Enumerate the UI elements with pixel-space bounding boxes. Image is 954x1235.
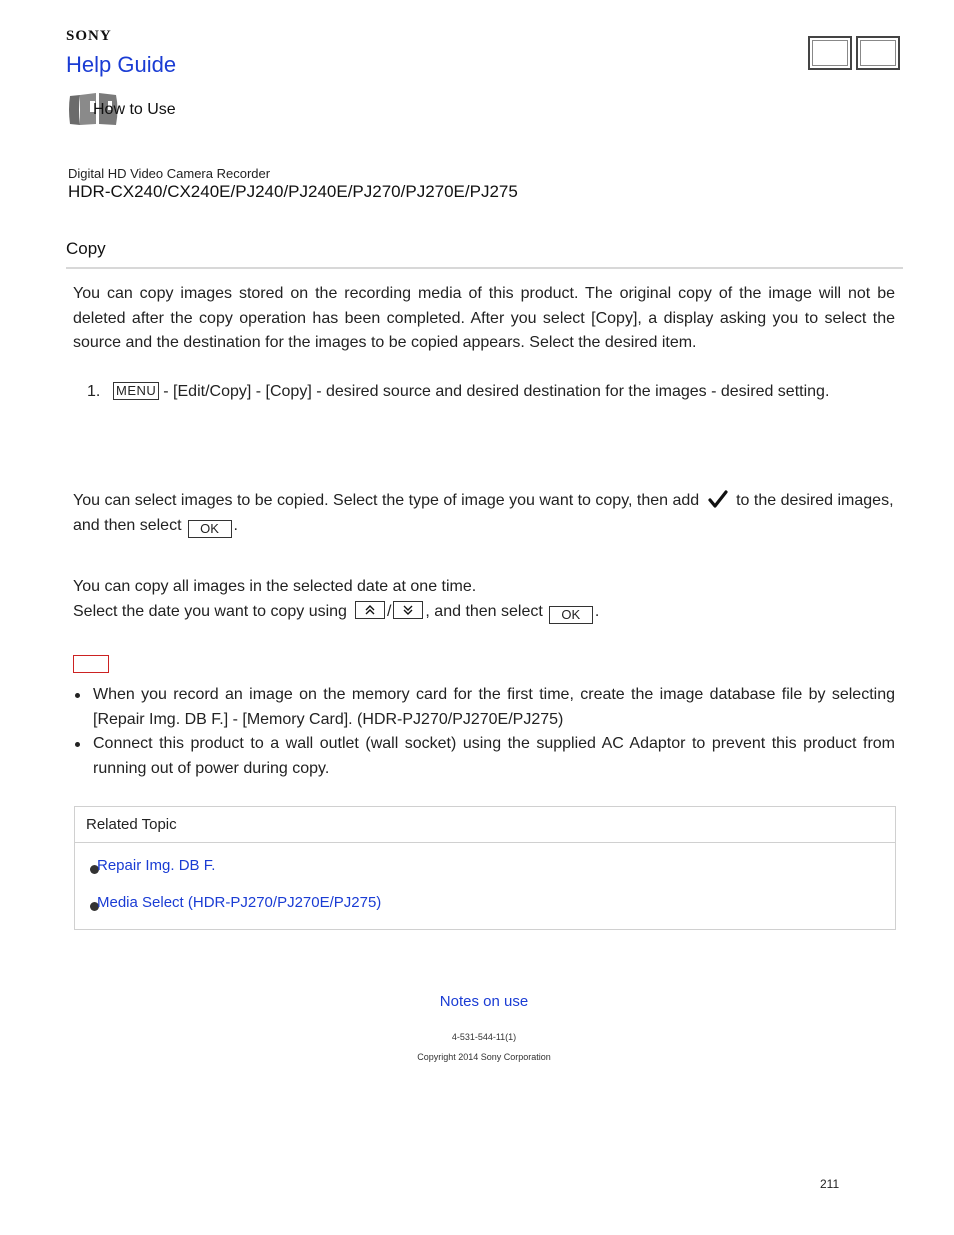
- select-date-paragraph: [73, 575, 895, 624]
- double-chevron-up-icon: [355, 601, 385, 619]
- copyright: Copyright 2014 Sony Corporation: [417, 1052, 551, 1062]
- step-number: 1.: [87, 383, 101, 400]
- bullet-icon: [75, 693, 80, 698]
- related-topic-title: Related Topic: [86, 816, 177, 833]
- notes-list: [73, 683, 895, 781]
- notes-on-use-link[interactable]: Notes on use: [439, 993, 529, 1010]
- menu-key-icon: MENU: [113, 382, 159, 400]
- step-1: [73, 380, 895, 405]
- related-link-media-select[interactable]: [90, 894, 381, 911]
- related-topic-panel: [74, 806, 896, 930]
- select-images-end: .: [233, 516, 238, 534]
- product-type: Digital HD Video Camera Recorder: [68, 166, 271, 181]
- related-topic-header: [75, 807, 895, 843]
- related-link-label[interactable]: Media Select (HDR-PJ270/PJ270E/PJ275): [97, 894, 382, 911]
- help-guide-link[interactable]: Help Guide: [66, 52, 177, 77]
- document-code: 4-531-544-11(1): [451, 1032, 517, 1042]
- select-date-text-a: Select the date you want to copy using: [73, 602, 347, 620]
- select-images-text-b: to the desired images, and then select: [73, 492, 894, 534]
- page-title: Copy: [66, 239, 106, 258]
- category-label[interactable]: How to Use: [93, 101, 176, 118]
- ok-key-icon: OK: [188, 520, 232, 538]
- note-text: Connect this product to a wall outlet (wall socket) using the supplied AC Adaptor to prevent this product from running out of power during copy.: [93, 735, 895, 777]
- title-divider: [66, 267, 903, 269]
- select-date-line1: You can copy all images in the selected date at one time.: [73, 578, 477, 595]
- sony-brand: SONY: [66, 28, 112, 44]
- related-link-label[interactable]: Repair Img. DB F.: [97, 857, 216, 874]
- list-item: [73, 732, 895, 781]
- bullet-icon: [75, 742, 80, 747]
- note-label-box: [73, 655, 109, 673]
- double-chevron-down-icon: [393, 601, 423, 619]
- select-date-line2: [73, 600, 895, 625]
- next-page-button[interactable]: [856, 36, 900, 70]
- note-text: When you record an image on the memory card for the first time, create the image database file by selecting [Repair Img. DB F.] - [Memory Card]. (HDR-PJ270/PJ270E/PJ275): [93, 686, 895, 728]
- slash: /: [386, 602, 392, 620]
- select-date-end: .: [594, 602, 600, 620]
- step-text: - [Edit/Copy] - [Copy] - desired source and desired destination for the images - desired setting.: [163, 383, 830, 400]
- product-model: HDR-CX240/CX240E/PJ240/PJ240E/PJ270/PJ270E/PJ275: [68, 182, 518, 201]
- related-link-repair-img-db[interactable]: [90, 857, 215, 874]
- select-date-text-b: , and then select: [425, 602, 543, 620]
- list-item: [73, 683, 895, 732]
- ok-key-icon: OK: [549, 606, 593, 624]
- select-images-text-a: You can select images to be copied. Select the type of image you want to copy, then add: [73, 492, 700, 509]
- intro-paragraph: You can copy images stored on the recording media of this product. The original copy of the image will not be deleted after the copy operation has been completed. After you select [Copy], a display asking you to select the source and the destination for the images to be copied appears. Select the desired item.: [73, 285, 895, 351]
- page-number: 211: [820, 1177, 840, 1191]
- checkmark-icon: [708, 489, 728, 509]
- select-images-paragraph: [73, 489, 895, 538]
- prev-page-button[interactable]: [808, 36, 852, 70]
